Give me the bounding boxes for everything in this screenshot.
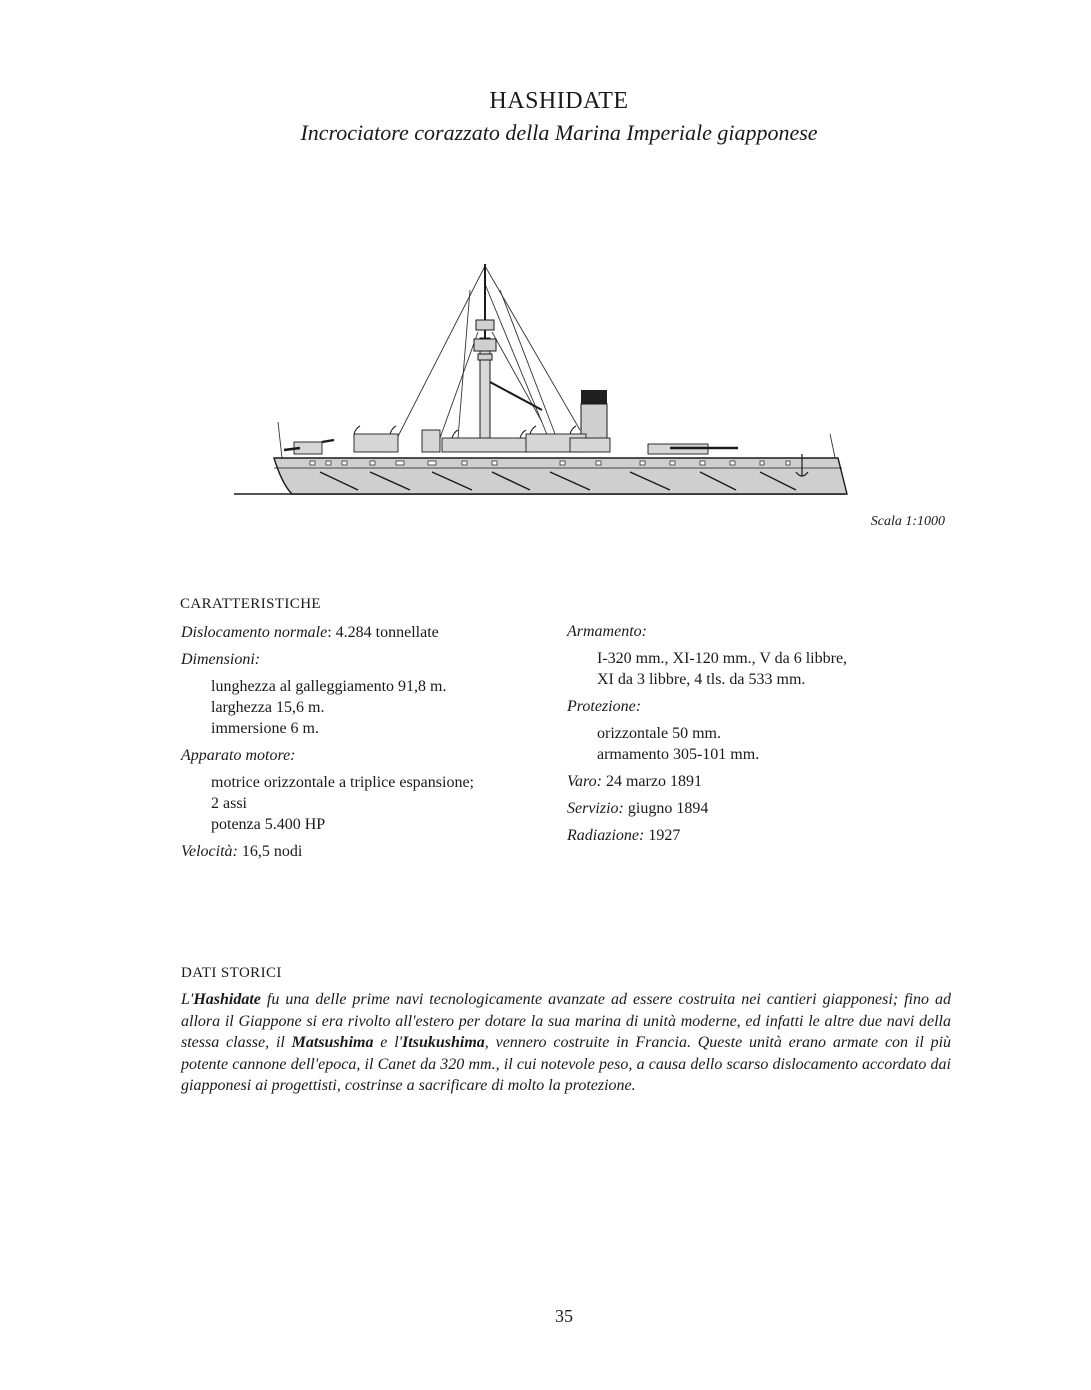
specs-right-column [567, 621, 927, 846]
spec-dislocamento: Dislocamento normale: 4.284 tonnellate [181, 624, 439, 641]
spec-motrice: motrice orizzontale a triplice espansione; [211, 774, 474, 791]
ship-name-hashidate: Hashidate [193, 991, 261, 1008]
spec-larghezza: larghezza 15,6 m. [211, 699, 325, 716]
spec-velocita: Velocità: 16,5 nodi [181, 843, 303, 860]
page-number: 35 [555, 1306, 573, 1326]
spec-protezione-armamento: armamento 305-101 mm. [597, 746, 760, 763]
spec-varo: Varo: 24 marzo 1891 [567, 773, 702, 790]
spec-protezione-label: Protezione: [567, 698, 642, 715]
spec-armamento-line1: I-320 mm., XI-120 mm., V da 6 libbre, [597, 650, 848, 667]
ship-name-itsukushima: Itsukushima [402, 1034, 485, 1051]
spec-radiazione: Radiazione: 1927 [567, 827, 681, 844]
spec-protezione-orizzontale: orizzontale 50 mm. [597, 725, 721, 742]
spec-lunghezza: lunghezza al galleggiamento 91,8 m. [211, 678, 447, 695]
spec-potenza: potenza 5.400 HP [211, 816, 326, 833]
spec-apparato-label: Apparato motore: [181, 747, 296, 764]
spec-immersione: immersione 6 m. [211, 720, 319, 737]
page-title: HASHIDATE [489, 88, 629, 114]
spec-armamento-label: Armamento: [567, 623, 647, 640]
section-heading-caratteristiche: CARATTERISTICHE [180, 596, 321, 612]
spec-assi: 2 assi [211, 795, 247, 812]
historical-paragraph: L'Hashidate fu una delle prime navi tecnologicamente avanzate ad essere costruita nei cantieri giapponesi; fino ad allora il Giappone si era rivolto all'estero per dotare la sua marina di unità moderne, ed infatti le altre due navi della stessa classe, il Matsushima e l'Itsukushima, vennero costruite in Francia. Queste unità erano armate con il più potente cannone dell'epoca, il Canet da 320 mm., il cui notevole peso, a causa dello scarso dislocamento accordato dai giapponesi ai progettisti, costrinse a sacrificare di molto la protezione. [181, 991, 952, 1094]
page-subtitle: Incrociatore corazzato della Marina Imperiale giapponese [300, 120, 818, 145]
specs-left-column [181, 622, 561, 862]
ship-drawing [230, 262, 850, 502]
ship-name-matsushima: Matsushima [291, 1034, 374, 1051]
scale-label: Scala 1:1000 [870, 514, 945, 529]
spec-servizio: Servizio: giugno 1894 [567, 800, 709, 817]
section-heading-dati-storici: DATI STORICI [181, 965, 282, 981]
spec-dimensioni-label: Dimensioni: [181, 651, 261, 668]
spec-armamento-line2: XI da 3 libbre, 4 tls. da 533 mm. [597, 671, 806, 688]
